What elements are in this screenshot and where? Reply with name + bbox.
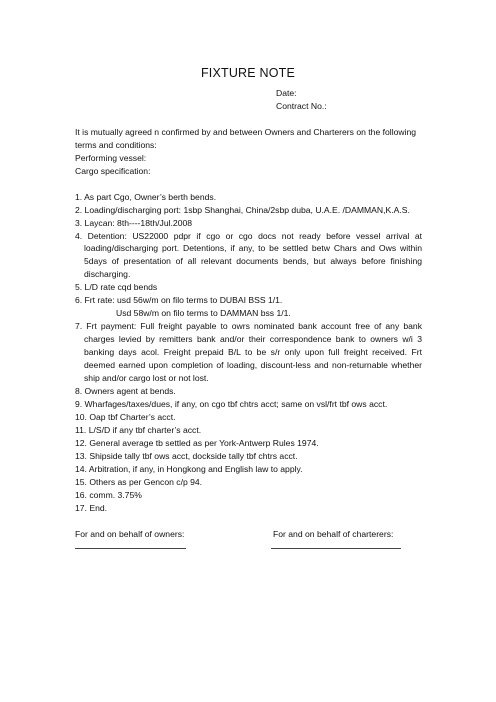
clause-3: 3. Laycan: 8th----18th/Jul.2008: [75, 218, 193, 228]
clause-7-line-4: deemed earned upon completion of loading, discount-less and non-returnable whether: [84, 360, 422, 370]
intro-line-2: terms and conditions:: [75, 140, 157, 150]
clause-15: 15. Others as per Gencon c/p 94.: [75, 477, 203, 487]
clause-7-line-1: 7. Frt payment: Full freight payable to owrs nominated bank account free of any bank: [75, 321, 422, 331]
contract-number-label: Contract No.:: [276, 101, 327, 111]
clause-8: 8. Owners agent at bends.: [75, 386, 176, 396]
clause-17: 17. End.: [75, 503, 108, 513]
clause-14: 14. Arbitration, if any, in Hongkong and English law to apply.: [75, 464, 303, 474]
intro-line-1: It is mutually agreed n confirmed by and between Owners and Charterers on the following: [75, 127, 417, 137]
owners-signature-label: For and on behalf of owners:: [75, 529, 185, 539]
clause-5: 5. L/D rate cqd bends: [75, 282, 158, 292]
cargo-specification-label: Cargo specification:: [75, 166, 151, 176]
clause-16: 16. comm. 3.75%: [75, 490, 142, 500]
clause-7-line-5: ship and/or cargo lost or not lost.: [84, 373, 209, 383]
clause-4-line-2: loading/discharging port. Detentions, if any, to be settled betw Chars and Ows within: [84, 243, 422, 253]
clause-4-line-1: 4. Detention: US22000 pdpr if cgo or cgo docs not ready before vessel arrival at: [75, 231, 422, 241]
clause-7-line-3: banking days acol. Freight prepaid B/L to be s/r only upon full freight received. Frt: [84, 347, 422, 357]
clause-10: 10. Oap tbf Charter’s acct.: [75, 412, 176, 422]
owners-signature-line: [75, 548, 186, 549]
charterers-signature-line: [271, 548, 401, 549]
clause-12: 12. General average tb settled as per York-Antwerp Rules 1974.: [75, 438, 319, 448]
clause-6-line-1: 6. Frt rate: usd 56w/m on filo terms to DUBAI BSS 1/1.: [75, 295, 283, 305]
clause-2: 2. Loading/discharging port: 1sbp Shanghai, China/2sbp duba, U.A.E. /DAMMAN,K.A.S.: [75, 205, 410, 215]
date-label: Date:: [276, 88, 297, 98]
clause-7-line-2: charges levied by remitters bank and/or their correspondence bank to owners w/i 3: [84, 334, 422, 344]
performing-vessel-label: Performing vessel:: [75, 153, 147, 163]
clause-6-line-2: Usd 58w/m on filo terms to DAMMAN bss 1/1.: [116, 308, 291, 318]
clause-4-line-3: 5days of presentation of all relevant documents bends, but always before finishing: [84, 256, 422, 266]
clause-4-line-4: discharging.: [84, 269, 131, 279]
clause-1: 1. As part Cgo, Owner’s berth bends.: [75, 192, 217, 202]
charterers-signature-label: For and on behalf of charterers:: [273, 529, 394, 539]
clause-11: 11. L/S/D if any tbf charter’s acct.: [75, 425, 202, 435]
clause-9: 9. Wharfages/taxes/dues, if any, on cgo tbf chtrs acct; same on vsl/frt tbf ows acct.: [75, 399, 388, 409]
clause-13: 13. Shipside tally tbf ows acct, dockside tally tbf chtrs acct.: [75, 451, 298, 461]
page-title: FIXTURE NOTE: [200, 66, 296, 80]
